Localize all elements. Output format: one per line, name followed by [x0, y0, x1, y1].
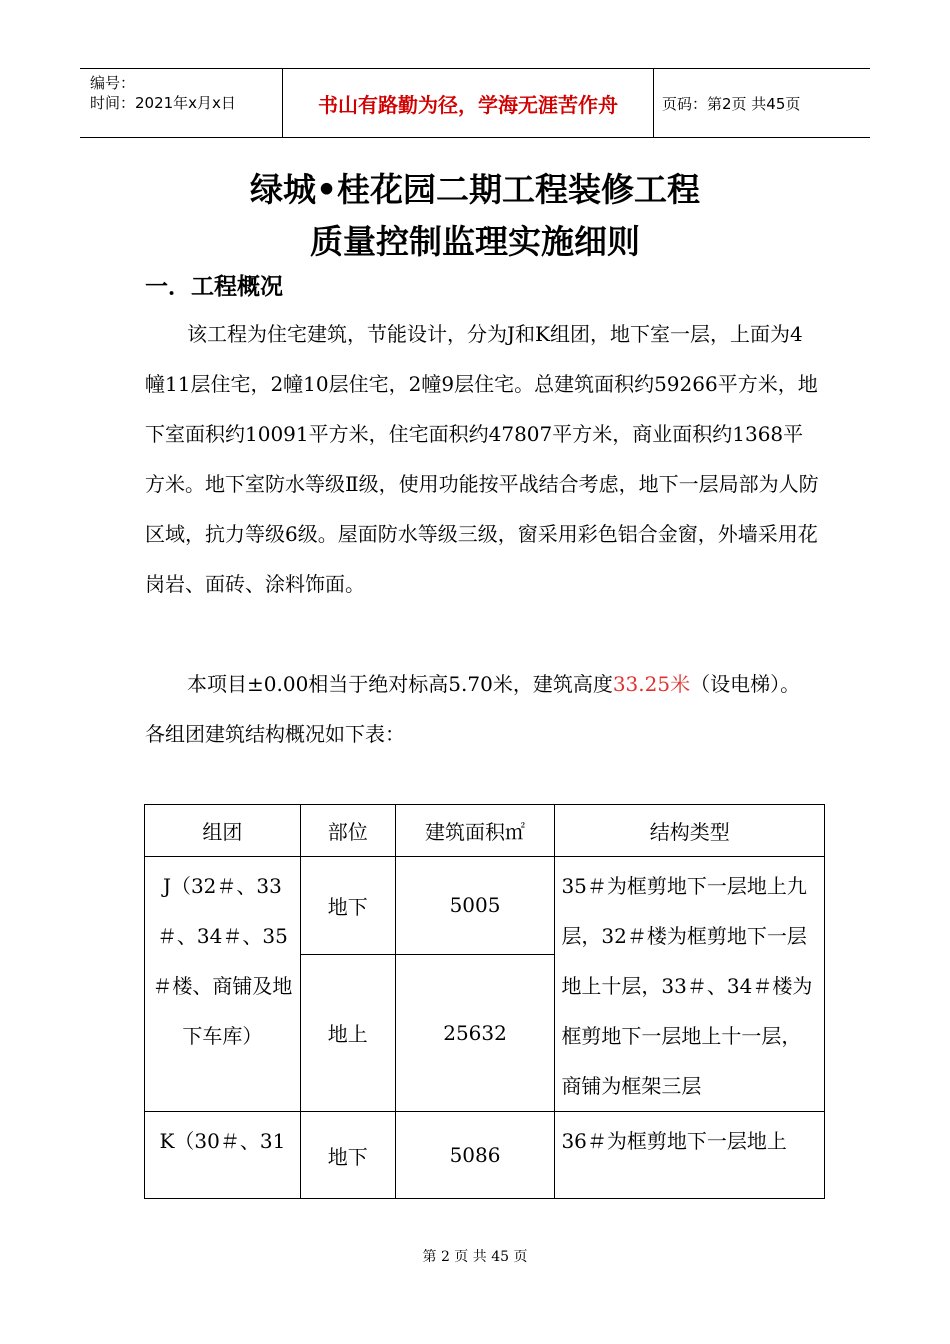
table-header-row — [145, 805, 825, 857]
table-header-cell: 结构类型 — [555, 805, 825, 857]
overview-paragraph: 该工程为住宅建筑，节能设计，分为J和K组团，地下室一层，上面为4幢11层住宅，2幢10层住宅，2幢9层住宅。总建筑面积约59266平方米，地下室面积约10091平方米，住宅面积约47807平方米，商业面积约1368平方米。地下室防水等级Ⅱ级，使用功能按平战结合考虑，地下一层局部为人防区域，抗力等级6级。屋面防水等级三级，窗采用彩色铝合金窗，外墙采用花岗岩、面砖、涂料饰面。 — [145, 322, 819, 596]
group-cell: J（32＃、33＃、34＃、35＃楼、商铺及地下车库） — [145, 857, 301, 1112]
table-header-cell: 部位 — [300, 805, 395, 857]
page-header — [80, 68, 870, 138]
header-divider — [653, 69, 654, 137]
height-paragraph — [145, 659, 820, 759]
group-cell: K（30＃、31 — [145, 1112, 301, 1199]
section-heading: 一．工程概况 — [145, 274, 283, 300]
part-cell: 地下 — [300, 857, 395, 955]
structure-cell: 35＃为框剪地下一层地上九层，32＃楼为框剪地下一层地上十层，33＃、34＃楼为框剪地下一层地上十一层，商铺为框架三层 — [555, 857, 825, 1112]
document-date-label: 时间：2021年x月x日 — [90, 94, 236, 112]
table-header-cell: 组团 — [145, 805, 301, 857]
document-title-line2: 质量控制监理实施细则 — [310, 222, 640, 261]
header-page-info: 页码：第2页 共45页 — [662, 94, 801, 113]
document-number-label: 编号： — [90, 74, 136, 92]
table-row — [145, 1112, 825, 1199]
part-cell: 地上 — [300, 954, 395, 1111]
structure-cell: 36＃为框剪地下一层地上 — [555, 1112, 825, 1199]
part-cell: 地下 — [300, 1112, 395, 1199]
height-paragraph-text: 本项目±0.00相当于绝对标高5.70米，建筑高度 — [187, 672, 613, 696]
page-footer: 第 2 页 共 45 页 — [422, 1249, 528, 1265]
table-header-cell: 建筑面积㎡ — [395, 805, 555, 857]
document-title-line1: 绿城•桂花园二期工程装修工程 — [249, 170, 701, 209]
area-cell: 5086 — [395, 1112, 555, 1199]
header-meta — [80, 69, 280, 137]
structure-table — [144, 804, 825, 1199]
table-row — [145, 857, 825, 955]
height-paragraph-tail: （设电梯）。各组团建筑结构概况如下表： — [145, 672, 801, 746]
area-cell: 5005 — [395, 857, 555, 955]
header-motto: 书山有路勤为径，学海无涯苦作舟 — [318, 92, 618, 117]
building-height-value: 33.25米 — [612, 672, 691, 696]
area-cell: 25632 — [395, 954, 555, 1111]
